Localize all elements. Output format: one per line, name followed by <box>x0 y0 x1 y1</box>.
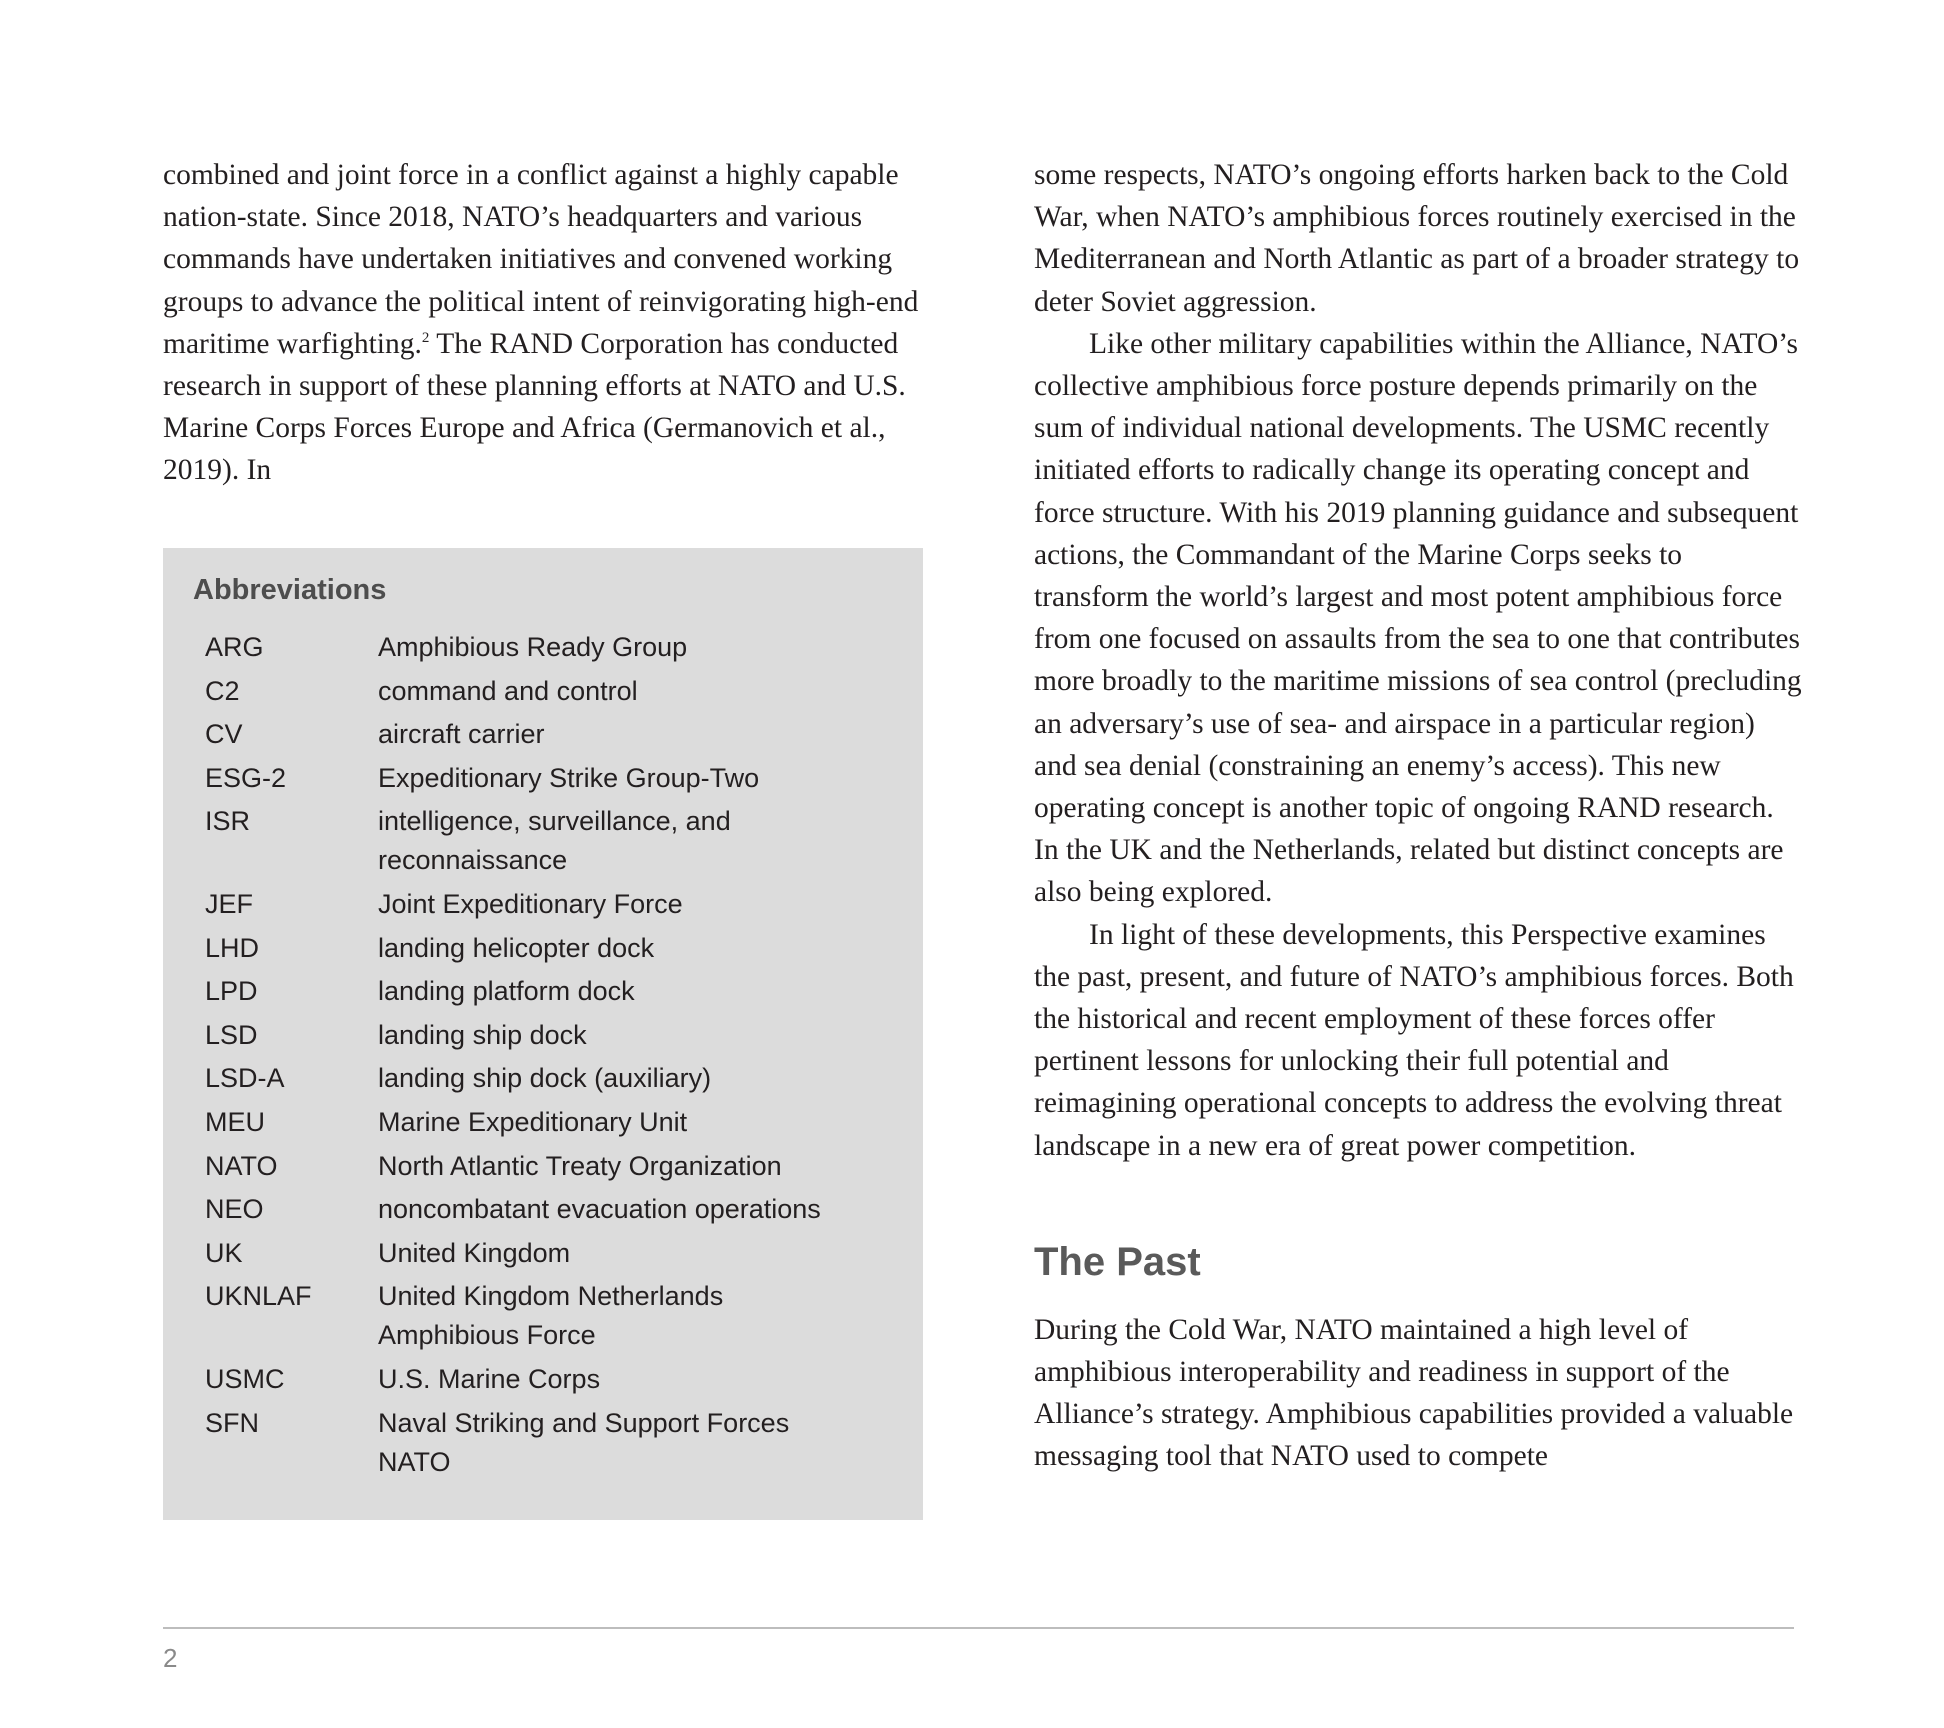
abbreviation-term: SFN <box>205 1407 259 1438</box>
abbreviation-term: NEO <box>205 1194 264 1225</box>
abbreviation-row <box>193 802 893 880</box>
abbreviation-row <box>193 1190 893 1229</box>
abbreviation-definition: command and control <box>378 675 638 706</box>
abbreviation-definition: Joint Expeditionary Force <box>378 888 683 919</box>
abbreviation-term: C2 <box>205 675 240 706</box>
abbreviation-definition: United Kingdom Netherlands Amphibious Force <box>378 1281 724 1351</box>
abbreviation-term: ARG <box>205 632 264 662</box>
abbreviations-title: Abbreviations <box>193 574 387 606</box>
abbreviation-term: LSD <box>205 1019 258 1050</box>
abbreviation-term: MEU <box>205 1106 265 1137</box>
abbreviations-box <box>163 548 923 1520</box>
abbreviation-row <box>193 1277 893 1355</box>
abbreviation-row <box>193 929 893 968</box>
abbreviation-row <box>193 1103 893 1142</box>
abbreviation-definition: United Kingdom <box>378 1237 571 1268</box>
abbreviation-term: ESG-2 <box>205 762 287 793</box>
abbreviation-definition: aircraft carrier <box>378 719 545 750</box>
abbreviation-row <box>193 628 893 667</box>
abbreviation-row <box>193 672 893 711</box>
abbreviation-definition: Expeditionary Strike Group-Two <box>378 762 760 793</box>
abbreviation-row <box>193 1059 893 1098</box>
abbreviation-term: UKNLAF <box>205 1281 312 1312</box>
abbreviation-row <box>193 1234 893 1273</box>
footer-divider <box>163 1627 1794 1629</box>
abbreviations-list <box>193 628 893 1482</box>
abbreviation-term: LSD-A <box>205 1063 285 1094</box>
footnote-marker[interactable]: 2 <box>421 329 430 346</box>
section-heading: The Past <box>1034 1239 1201 1284</box>
body-paragraph: some respects, NATO’s ongoing efforts harken back to the Cold War, when NATO’s amphibious forces routinely exercised in the Mediterranean and North Atlantic as part of a broader strategy to deter Soviet aggression. <box>1034 159 1800 318</box>
body-paragraph: In light of these developments, this Perspective examines the past, present, and future of NATO’s amphibious forces. Both the historical and recent employment of these forces offer pertinent lessons for unlocking their full potential and reimagining operational concepts to address the evolving threat landscape in a new era of great power competition. <box>1034 918 1794 1162</box>
left-column <box>163 154 923 492</box>
abbreviation-row <box>193 759 893 798</box>
abbreviation-definition: landing ship dock (auxiliary) <box>378 1063 712 1094</box>
abbreviation-definition: landing platform dock <box>378 976 635 1007</box>
abbreviation-term: ISR <box>205 806 251 837</box>
abbreviation-term: USMC <box>205 1363 285 1394</box>
abbreviation-definition: noncombatant evacuation operations <box>378 1194 821 1225</box>
abbreviation-definition: Naval Striking and Support Forces NATO <box>378 1407 790 1477</box>
abbreviation-definition: Amphibious Ready Group <box>378 632 688 662</box>
abbreviation-row <box>193 715 893 754</box>
abbreviation-term: JEF <box>205 888 254 919</box>
abbreviation-term: CV <box>205 719 243 750</box>
paragraph-text: combined and joint force in a conflict against a highly capable nation-state. Since 2018, NATO’s headquarters and various commands have undertaken initiatives and convened working groups to advance the political intent of reinvigorating high-end maritime warfighting. <box>163 159 919 360</box>
abbreviation-row <box>193 1147 893 1186</box>
abbreviation-term: LHD <box>205 932 260 963</box>
abbreviation-row <box>193 885 893 924</box>
abbreviation-row <box>193 1016 893 1055</box>
page-number: 2 <box>163 1643 178 1673</box>
abbreviation-row <box>193 1404 893 1482</box>
abbreviation-definition: Marine Expeditionary Unit <box>378 1106 688 1137</box>
abbreviation-definition: landing ship dock <box>378 1019 587 1050</box>
abbreviation-definition: U.S. Marine Corps <box>378 1363 601 1394</box>
body-paragraph <box>163 154 923 492</box>
body-paragraph: During the Cold War, NATO maintained a high level of amphibious interoperability and readiness in support of the Alliance’s strategy. Amphibious capabilities provided a valuable messaging tool that NATO used to compete <box>1034 1313 1794 1473</box>
abbreviation-definition: landing helicopter dock <box>378 932 655 963</box>
right-column <box>1034 154 1804 1478</box>
abbreviation-definition: North Atlantic Treaty Organization <box>378 1150 782 1181</box>
abbreviation-term: LPD <box>205 976 258 1007</box>
abbreviation-row <box>193 1360 893 1399</box>
abbreviation-term: NATO <box>205 1150 278 1181</box>
paragraph-text: The RAND Corporation has conducted research in support of these planning efforts at NATO and U.S. Marine Corps Forces Europe and Africa (Germanovich et al., 2019). In <box>163 327 906 487</box>
body-paragraph: Like other military capabilities within the Alliance, NATO’s collective amphibious force posture depends primarily on the sum of individual national developments. The USMC recently initiated efforts to radically change its operating concept and force structure. With his 2019 planning guidance and subsequent actions, the Commandant of the Marine Corps seeks to transform the world’s largest and most potent amphibious force from one focused on assaults from the sea to one that contributes more broadly to the maritime missions of sea control (precluding an adversary’s use of sea- and airspace in a particular region) and sea denial (constraining an enemy’s access). This new operating concept is another topic of ongoing RAND research. In the UK and the Netherlands, related but distinct concepts are also being explored. <box>1034 327 1802 909</box>
abbreviation-term: UK <box>205 1237 243 1268</box>
abbreviation-row <box>193 972 893 1011</box>
abbreviation-definition: intelligence, surveillance, and reconnaissance <box>378 806 731 876</box>
